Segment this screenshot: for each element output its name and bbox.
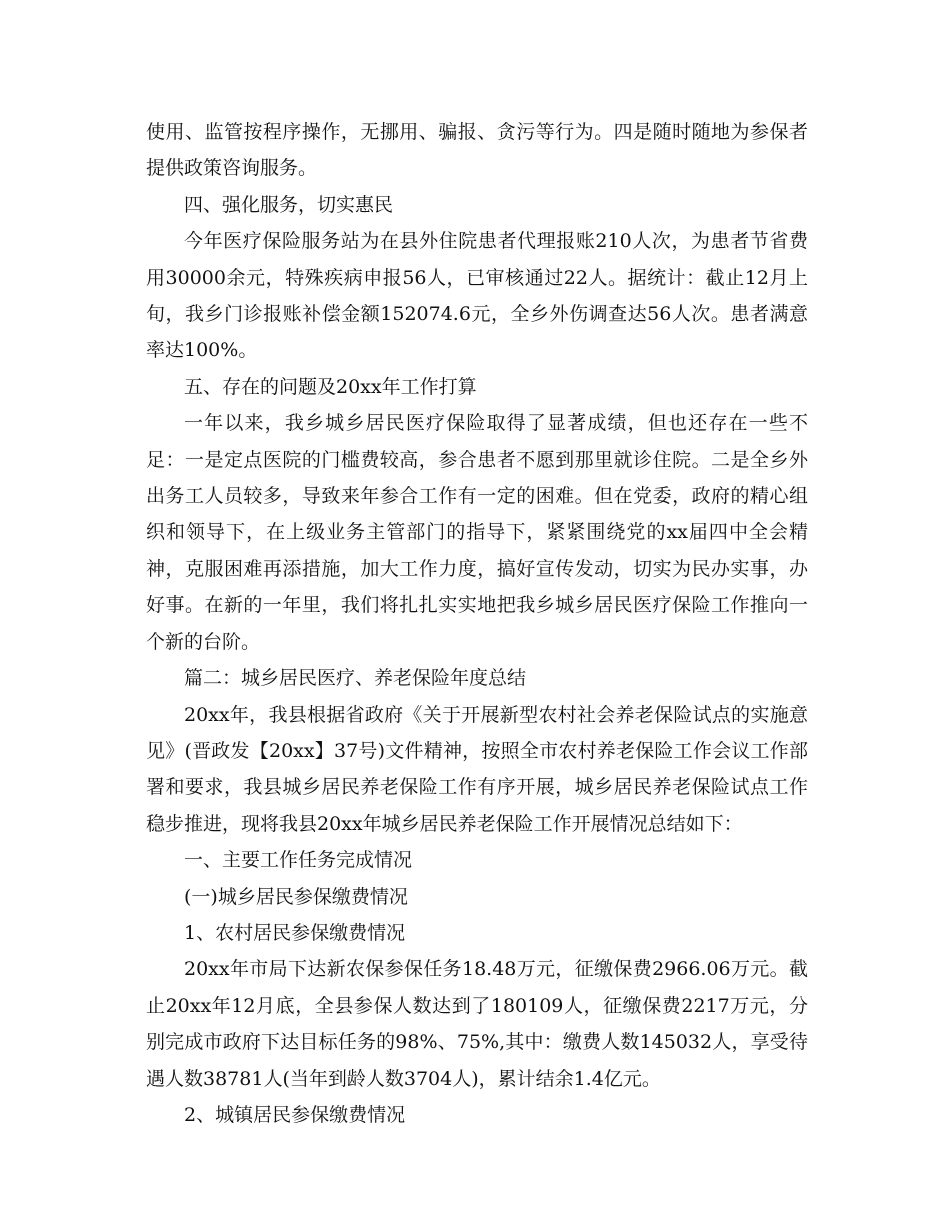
document-body — [146, 114, 808, 1133]
heading-main-tasks: 一、主要工作任务完成情况 — [184, 849, 413, 872]
heading-section-4: 四、强化服务，切实惠民 — [184, 193, 394, 216]
paragraph-duty-4: 使用、监管按程序操作，无挪用、骗报、贪污等行为。四是随时随地为参保者提供政策咨询服务。 — [146, 121, 808, 180]
paragraph-problems-plan: 一年以来，我乡城乡居民医疗保险取得了显著成绩，但也还存在一些不足：一是定点医院的门槛费较高，参合患者不愿到那里就诊住院。二是全乡外出务工人员较多，导致来年参合工作有一定的困难。但在党委，政府的精心组织和领导下，在上级业务主管部门的指导下，紧紧围绕党的xx届四中全会精神，克服困难再添措施，加大工作力度，搞好宣传发动，切实为民办实事，办好事。在新的一年里，我们将扎扎实实地把我乡城乡居民医疗保险工作推向一个新的台阶。 — [146, 412, 808, 653]
paragraph-rural-stats: 20xx年市局下达新农保参保任务18.48万元，征缴保费2966.06万元。截止20xx年12月底，全县参保人数达到了180109人，征缴保费2217万元，分别完成市政府下达目标任务的98%、75%,其中：缴费人数145032人，享受待遇人数38781人(当年到龄人数3704人)，累计结余1.4亿元。 — [146, 958, 808, 1090]
heading-part-2: 篇二：城乡居民医疗、养老保险年度总结 — [184, 667, 527, 690]
paragraph-service-stats: 今年医疗保险服务站为在县外住院患者代理报账210人次，为患者节省费用30000余元，特殊疾病申报56人，已审核通过22人。据统计：截止12月上旬，我乡门诊报账补偿金额152074.6元，全乡外伤调查达56人次。患者满意率达100%。 — [146, 230, 808, 362]
heading-subsection-1: (一)城乡居民参保缴费情况 — [184, 885, 408, 908]
heading-urban-residents: 2、城镇居民参保缴费情况 — [184, 1103, 406, 1126]
heading-rural-residents: 1、农村居民参保缴费情况 — [184, 921, 406, 944]
paragraph-part-2-intro: 20xx年，我县根据省政府《关于开展新型农村社会养老保险试点的实施意见》(晋政发【20xx】37号)文件精神，按照全市农村养老保险工作会议工作部署和要求，我县城乡居民养老保险工作有序开展，城乡居民养老保险试点工作稳步推进，现将我县20xx年城乡居民养老保险工作开展情况总结如下： — [146, 703, 808, 835]
heading-section-5: 五、存在的问题及20xx年工作打算 — [184, 375, 477, 398]
